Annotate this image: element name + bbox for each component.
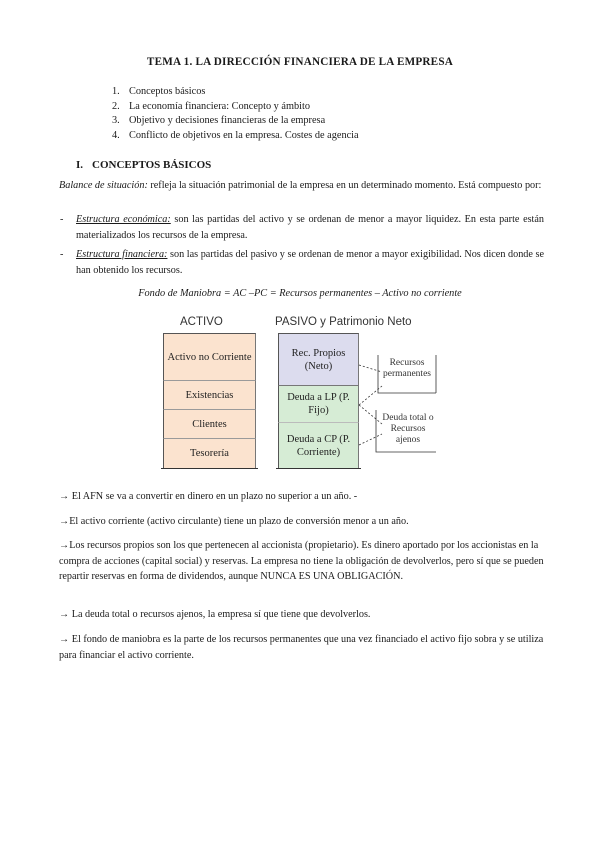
toc-item-label: La economía financiera: Concepto y ámbito — [129, 100, 310, 112]
bullet-term: Estructura financiera: — [76, 249, 168, 260]
toc-item-label: Objetivo y decisiones financieras de la empresa — [129, 115, 326, 127]
recursos-permanentes-pointer — [359, 386, 382, 405]
deuda-total-pointer — [359, 405, 382, 424]
note-text: El AFN se va a convertir en dinero en un plazo no superior a un año. - — [69, 491, 358, 502]
intro-text: refleja la situación patrimonial de la empresa en un determinado momento. Está compuesto por: — [147, 180, 542, 191]
arrow-icon: → — [59, 491, 70, 502]
arrow-icon: → — [59, 609, 70, 620]
note-activo-corriente — [59, 514, 545, 530]
deuda-total-label: Deuda total o Recursos ajenos — [382, 413, 434, 445]
toc-item-label: Conflicto de objetivos en la empresa. Costes de agencia — [129, 129, 359, 141]
arrow-icon: → — [59, 516, 70, 527]
note-deuda-total — [59, 607, 545, 623]
note-recursos-propios — [59, 538, 545, 585]
toc-item-number: 2. — [112, 100, 120, 112]
bullet-dash: - — [60, 214, 64, 225]
bullet-text: son las partidas del pasivo y se ordenan de menor a mayor exigibilidad. Nos dicen donde se han obtenido los recursos. — [76, 249, 544, 276]
note-text: El activo corriente (activo circulante) tiene un plazo de conversión menor a un año. — [69, 516, 409, 527]
arrow-icon: → — [59, 634, 70, 645]
activo-no-corriente-cell: Activo no Corriente — [163, 333, 256, 380]
recursos-permanentes-brace — [378, 355, 436, 393]
toc-item-number: 3. — [112, 115, 120, 127]
deuda-total-pointer — [359, 434, 382, 445]
recursos-permanentes-label: Recursos permanentes — [382, 358, 431, 379]
toc-item-number: 1. — [112, 86, 120, 97]
note-text: Los recursos propios son los que pertenecen al accionista (propietario). Es dinero aportado por los accionistas en la compra de acciones (capital social) y reservas. La empresa no tiene la obligación de devolverlos, pero sí que se pueden repartir reservas en forma de dividendos, aunque NUNCA ES UNA OBLIGACIÓN. — [59, 540, 544, 582]
bullet-dash: - — [60, 249, 64, 260]
clientes-cell: Clientes — [163, 409, 256, 438]
activo-header: ACTIVO — [180, 316, 223, 328]
bullet-term: Estructura económica: — [76, 214, 171, 225]
deuda-cp-cell: Deuda a CP (P. Corriente) — [278, 422, 359, 468]
note-afn — [59, 489, 545, 505]
toc-item-number: 4. — [112, 129, 120, 141]
deuda-lp-cell: Deuda a LP (P. Fijo) — [278, 385, 359, 422]
intro-term: Balance de situación: — [59, 180, 148, 191]
note-text: La deuda total o recursos ajenos, la empresa sí que tiene que devolverlos. — [69, 609, 371, 620]
recursos-propios-cell: Rec. Propios (Neto) — [278, 333, 359, 385]
toc-item-label: Conceptos básicos — [129, 86, 206, 97]
document-title: TEMA 1. LA DIRECCIÓN FINANCIERA DE LA EMPRESA — [146, 56, 454, 68]
bullet-text: son las partidas del activo y se ordenan de menor a mayor liquidez. En esta parte están materializados los recursos de la empresa. — [76, 214, 544, 241]
note-fondo-maniobra — [59, 632, 545, 663]
tesoreria-cell: Tesorería — [163, 438, 256, 468]
arrow-icon: → — [59, 540, 70, 551]
recursos-permanentes-pointer — [359, 365, 382, 372]
deuda-total-brace — [376, 410, 436, 452]
note-text: El fondo de maniobra es la parte de los recursos permanentes que una vez financiado el activo fijo sobra y se utiliza para financiar el activo corriente. — [59, 634, 544, 661]
section-number: I. — [76, 159, 84, 171]
fondo-maniobra-formula: Fondo de Maniobra = AC –PC = Recursos permanentes – Activo no corriente — [138, 288, 462, 299]
existencias-cell: Existencias — [163, 380, 256, 409]
pasivo-header: PASIVO y Patrimonio Neto — [275, 316, 412, 328]
section-title: CONCEPTOS BÁSICOS — [92, 159, 212, 171]
